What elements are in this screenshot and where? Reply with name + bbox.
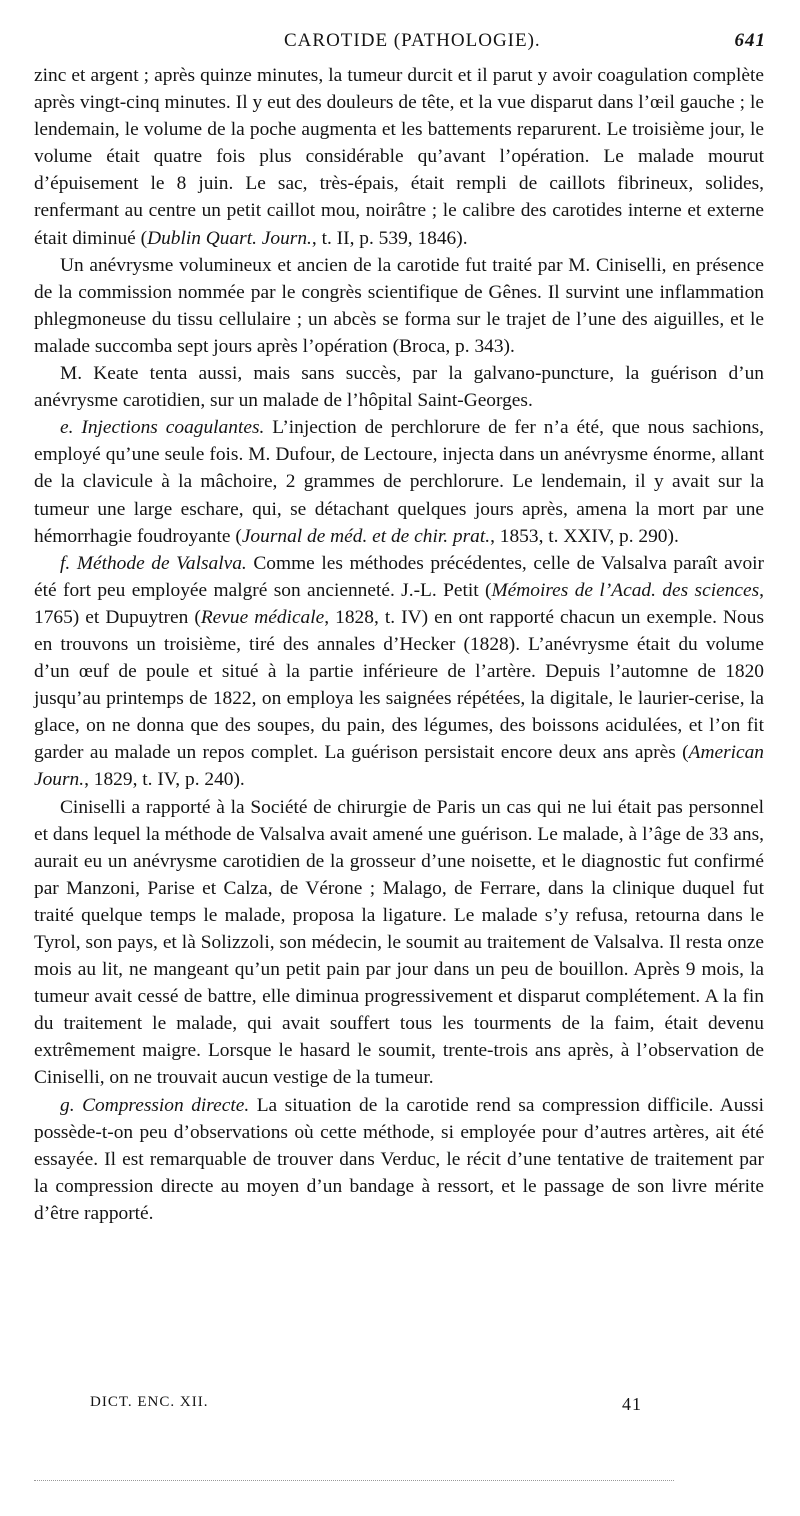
text-run: , 1853, t. XXIV, p. 290). [490, 525, 679, 547]
italic-text: Mémoires de l’Acad. des sciences [491, 579, 760, 601]
italic-text: g. Compression directe. [60, 1094, 250, 1116]
paragraph [34, 360, 764, 414]
italic-text: Dublin Quart. Journ. [147, 227, 312, 249]
running-header [34, 30, 766, 58]
italic-text: Journal de méd. et de chir. prat. [241, 525, 491, 547]
page-footer [90, 1394, 650, 1420]
text-run: , 1829, t. IV, p. 240). [84, 769, 245, 791]
text-run: Un anévrysme volumineux et ancien de la carotide fut traité par M. Ciniselli, en présence de la commission nommée par le congrès scientifique de Gênes. Il survint une inflammation phlegmoneuse du tissu cellulaire ; un abcès se forma sur le trajet de l’une des aiguilles, et le malade succomba sept jours après l’opération (Broca, p. 343). [34, 254, 764, 357]
text-run: , 1828, t. IV) en ont rapporté chacun un exemple. Nous en trouvons un troisième, tiré des annales d’Hecker (1828). L’anévrysme était du volume d’un œuf de poule et situé à la partie inférieure de l’artère. Depuis l’automne de 1820 jusqu’au printemps de 1822, on employa les saignées répétées, la digitale, le laurier-cerise, la glace, on ne donna que des soupes, du pain, des légumes, des boissons acidulées, et l’on fit garder au malade un repos complet. La guérison persistait encore deux ans après ( [34, 606, 764, 764]
text-run: , t. II, p. 539, 1846). [311, 227, 468, 249]
text-run: M. Keate tenta aussi, mais sans succès, par la galvano-puncture, la guérison d’un anévrysme carotidien, sur un malade de l’hôpital Saint-Georges. [34, 363, 764, 412]
italic-text: American Journ. [34, 742, 764, 791]
italic-text: e. Injections coagulantes. [60, 417, 265, 439]
body-text [34, 62, 764, 1227]
italic-text: f. Méthode de Valsalva. [60, 552, 247, 574]
paragraph [34, 550, 764, 794]
paragraph [34, 62, 764, 252]
bottom-rule [34, 1480, 674, 1482]
text-run: L’injection de perchlorure de fer n’a été, que nous sachions, employé qu’une seule fois. M. Dufour, de Lectoure, injecta dans un anévrysme énorme, allant de la clavicule à la mâchoire, 2 grammes de perchlorure. Le lendemain, il y avait sur la tumeur une large eschare, qui, se détachant quelques jours après, amena la mort par une hémorrhagie foudroyante ( [34, 417, 764, 547]
signature-mark: DICT. ENC. XII. [90, 1394, 209, 1410]
paragraph [34, 794, 764, 1092]
running-title: CAROTIDE (PATHOLOGIE). [284, 30, 541, 51]
text-run: Ciniselli a rapporté à la Société de chirurgie de Paris un cas qui ne lui était pas personnel et dans lequel la méthode de Valsalva avait amené une guérison. Le malade, à l’âge de 33 ans, aurait eu un anévrysme carotidien de la grosseur d’une noisette, et le diagnostic fut confirmé par Manzoni, Parise et Calza, de Vérone ; Malago, de Ferrare, dans la clinique duquel fut traité quelque temps le malade, proposa la ligature. Le malade s’y refusa, retourna dans le Tyrol, son pays, et là Solizzoli, son médecin, le soumit au traitement de Valsalva. Il resta onze mois au lit, ne mangeant qu’un petit pain par jour dans un peu de bouillon. Après 9 mois, la tumeur avait cessé de battre, elle diminua progressivement et disparut complétement. A la fin du traitement le malade, qui avait souffert tous les tourments de la faim, était devenu extrêmement maigre. Lorsque le hasard le soumit, trente-trois ans après, à l’observation de Ciniselli, on ne trouvait aucun vestige de la tumeur. [34, 796, 764, 1089]
sheet-number: 41 [622, 1394, 642, 1414]
paragraph [34, 252, 764, 360]
italic-text: Revue médicale [200, 606, 325, 628]
text-run: Comme les méthodes précédentes, celle de Valsalva paraît avoir été fort peu employée malgré son ancienneté. J.-L. Petit ( [34, 552, 764, 601]
text-run: La situation de la carotide rend sa compression difficile. Aussi possède-t-on peu d’observations où cette méthode, si employée pour d’autres artères, ait été essayée. Il est remarquable de trouver dans Verduc, le récit d’une tentative de traitement par la compression directe au moyen d’un bandage à ressort, et le passage de son livre mérite d’être rapporté. [34, 1094, 764, 1224]
text-run: zinc et argent ; après quinze minutes, la tumeur durcit et il parut y avoir coagulation complète après vingt-cinq minutes. Il y eut des douleurs de tête, et la vue disparut dans l’œil gauche ; le lendemain, le volume de la poche augmenta et les battements reparurent. Le troisième jour, le volume était quatre fois plus considérable qu’avant l’opération. Le malade mourut d’épuisement le 8 juin. Le sac, très-épais, était rempli de caillots fibrineux, solides, renfermant au centre un petit caillot mou, noirâtre ; le calibre des carotides interne et externe était diminué ( [34, 65, 764, 249]
paragraph [34, 1092, 764, 1227]
paragraph [34, 414, 764, 549]
text-run: , 1765) et Dupuytren ( [34, 579, 765, 628]
page-number: 641 [734, 30, 766, 51]
